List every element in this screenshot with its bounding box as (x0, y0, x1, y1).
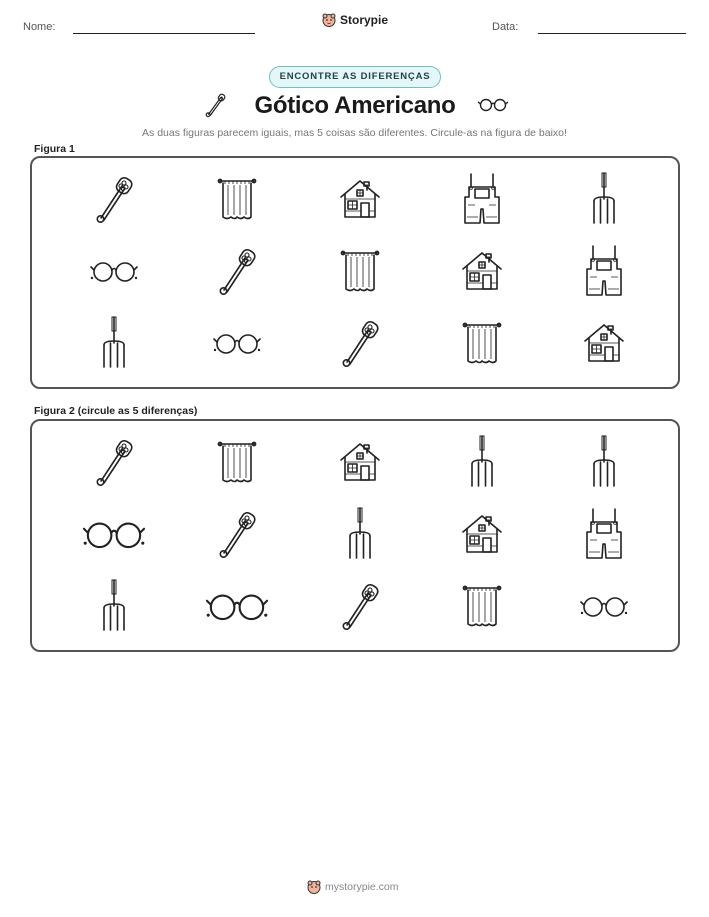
brand-logo (322, 13, 388, 27)
storypie-mascot-icon (307, 880, 321, 894)
figure-2-item-safety-pin-icon[interactable] (197, 501, 277, 567)
figure-1-item-curtain-icon (197, 166, 277, 232)
figure-1-item-curtain-icon (442, 310, 522, 376)
figure-2-item-glasses-icon[interactable] (74, 501, 154, 567)
figure-1-item-pitchfork-icon (564, 166, 644, 232)
figure-1-item-overalls-icon (564, 238, 644, 304)
date-line (538, 33, 686, 34)
figure-1-item-curtain-icon (320, 238, 400, 304)
activity-badge: ENCONTRE AS DIFERENÇAS (269, 66, 441, 88)
figure-1-item-overalls-icon (442, 166, 522, 232)
figure-2-item-curtain-icon[interactable] (442, 573, 522, 639)
figure-1-item-house-icon (320, 166, 400, 232)
figure-2-item-safety-pin-icon[interactable] (74, 429, 154, 495)
figure-1-item-house-icon (442, 238, 522, 304)
figure-2-label: Figura 2 (circule as 5 diferenças) (34, 405, 198, 417)
figure-1-panel (30, 156, 680, 389)
figure-1-label: Figura 1 (34, 143, 75, 155)
figure-2-item-pitchfork-icon[interactable] (320, 501, 400, 567)
figure-2-item-glasses-icon[interactable] (197, 573, 277, 639)
figure-2-item-curtain-icon[interactable] (197, 429, 277, 495)
name-label: Nome: (23, 21, 56, 33)
figure-1-item-safety-pin-icon (74, 166, 154, 232)
date-label: Data: (492, 21, 519, 33)
figure-2-item-glasses-icon[interactable] (564, 573, 644, 639)
footer-url: mystorypie.com (325, 881, 399, 893)
figure-1-item-safety-pin-icon (197, 238, 277, 304)
footer (307, 880, 399, 894)
figure-2-item-house-icon[interactable] (320, 429, 400, 495)
name-line (73, 33, 255, 34)
storypie-mascot-icon (322, 13, 336, 27)
figure-2-panel[interactable] (30, 419, 680, 652)
figure-2-item-pitchfork-icon[interactable] (442, 429, 522, 495)
figure-1-item-house-icon (564, 310, 644, 376)
figure-1-item-safety-pin-icon (320, 310, 400, 376)
brand-name: Storypie (340, 13, 389, 27)
page-title: Gótico Americano (254, 92, 456, 119)
figure-1-item-glasses-icon (197, 310, 277, 376)
figure-1-item-pitchfork-icon (74, 310, 154, 376)
glasses-icon (477, 97, 509, 113)
figure-2-item-safety-pin-icon[interactable] (320, 573, 400, 639)
instructions: As duas figuras parecem iguais, mas 5 coisas são diferentes. Circule-as na figura de baixo! (142, 127, 567, 139)
figure-2-item-pitchfork-icon[interactable] (564, 429, 644, 495)
figure-2-item-overalls-icon[interactable] (564, 501, 644, 567)
figure-1-item-glasses-icon (74, 238, 154, 304)
figure-2-item-house-icon[interactable] (442, 501, 522, 567)
figure-2-item-pitchfork-icon[interactable] (74, 573, 154, 639)
